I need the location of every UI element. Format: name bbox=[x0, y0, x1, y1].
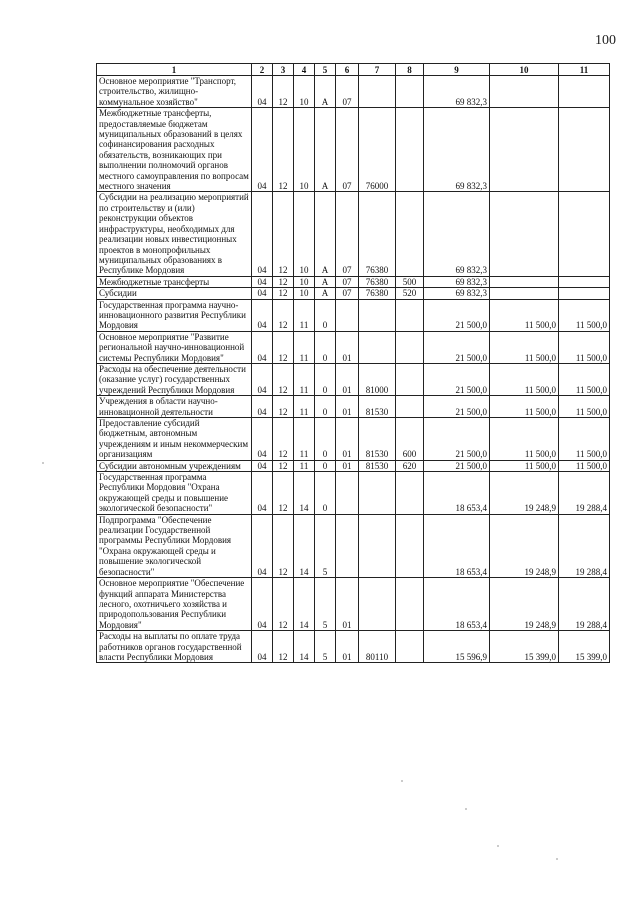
table-row bbox=[97, 192, 610, 276]
code-cell bbox=[396, 472, 424, 515]
row-name-cell: Субсидии автономным учреждениям bbox=[97, 460, 252, 471]
code-cell: 04 bbox=[252, 276, 273, 287]
code-cell: 12 bbox=[273, 578, 294, 631]
amount-cell bbox=[490, 108, 559, 192]
code-cell bbox=[396, 363, 424, 395]
code-cell: 76380 bbox=[359, 288, 396, 299]
code-cell: 04 bbox=[252, 514, 273, 577]
row-name-cell: Основное мероприятие "Развитие региональной научно-инновационной системы Республики Мордовия" bbox=[97, 331, 252, 363]
column-header: 8 bbox=[396, 64, 424, 76]
row-name-cell: Учреждения в области научно-инновационной деятельности bbox=[97, 396, 252, 418]
table-row bbox=[97, 631, 610, 663]
code-cell: 0 bbox=[315, 299, 336, 331]
code-cell: А bbox=[315, 288, 336, 299]
amount-cell: 15 596,9 bbox=[424, 631, 490, 663]
code-cell: 81000 bbox=[359, 363, 396, 395]
code-cell bbox=[359, 76, 396, 108]
code-cell: 01 bbox=[336, 331, 359, 363]
column-header: 4 bbox=[294, 64, 315, 76]
amount-cell bbox=[559, 276, 610, 287]
column-header: 11 bbox=[559, 64, 610, 76]
code-cell: 620 bbox=[396, 460, 424, 471]
amount-cell: 11 500,0 bbox=[559, 363, 610, 395]
amount-cell: 11 500,0 bbox=[490, 396, 559, 418]
code-cell: 04 bbox=[252, 418, 273, 461]
code-cell: 01 bbox=[336, 631, 359, 663]
code-cell: 0 bbox=[315, 418, 336, 461]
column-header: 7 bbox=[359, 64, 396, 76]
code-cell: 12 bbox=[273, 418, 294, 461]
amount-cell bbox=[559, 288, 610, 299]
code-cell: 81530 bbox=[359, 396, 396, 418]
table-row bbox=[97, 276, 610, 287]
amount-cell: 69 832,3 bbox=[424, 276, 490, 287]
amount-cell: 11 500,0 bbox=[490, 299, 559, 331]
code-cell bbox=[359, 331, 396, 363]
code-cell bbox=[336, 299, 359, 331]
code-cell bbox=[396, 76, 424, 108]
code-cell: 11 bbox=[294, 299, 315, 331]
amount-cell: 69 832,3 bbox=[424, 288, 490, 299]
amount-cell: 18 653,4 bbox=[424, 514, 490, 577]
amount-cell bbox=[559, 108, 610, 192]
code-cell: 04 bbox=[252, 192, 273, 276]
code-cell: 10 bbox=[294, 108, 315, 192]
code-cell: 81530 bbox=[359, 460, 396, 471]
scan-speck bbox=[42, 462, 44, 464]
column-header: 10 bbox=[490, 64, 559, 76]
code-cell bbox=[359, 299, 396, 331]
code-cell: 76380 bbox=[359, 192, 396, 276]
code-cell: 04 bbox=[252, 578, 273, 631]
code-cell: 12 bbox=[273, 192, 294, 276]
code-cell: 14 bbox=[294, 631, 315, 663]
row-name-cell: Субсидии на реализацию мероприятий по строительству и (или) реконструкции объектов инфраструктуры, необходимых для реализации новых инвестиционных проектов в монопрофильных муниципальных образованиях в Республике Мордовия bbox=[97, 192, 252, 276]
code-cell bbox=[396, 514, 424, 577]
code-cell: 10 bbox=[294, 276, 315, 287]
row-name-cell: Основное мероприятие "Транспорт, строительство, жилищно-коммунальное хозяйство" bbox=[97, 76, 252, 108]
amount-cell: 11 500,0 bbox=[559, 299, 610, 331]
code-cell bbox=[396, 108, 424, 192]
amount-cell: 18 653,4 bbox=[424, 472, 490, 515]
amount-cell bbox=[559, 192, 610, 276]
code-cell: 0 bbox=[315, 396, 336, 418]
code-cell bbox=[396, 396, 424, 418]
code-cell: 04 bbox=[252, 76, 273, 108]
code-cell: 14 bbox=[294, 578, 315, 631]
amount-cell: 11 500,0 bbox=[490, 418, 559, 461]
code-cell: 12 bbox=[273, 276, 294, 287]
code-cell: 5 bbox=[315, 514, 336, 577]
table-row bbox=[97, 331, 610, 363]
row-name-cell: Государственная программа Республики Мордовия "Охрана окружающей среды и повышение экологической безопасности" bbox=[97, 472, 252, 515]
table-header-row bbox=[97, 64, 610, 76]
code-cell: 12 bbox=[273, 288, 294, 299]
code-cell: 04 bbox=[252, 396, 273, 418]
code-cell: 5 bbox=[315, 578, 336, 631]
amount-cell: 11 500,0 bbox=[490, 460, 559, 471]
scan-speck bbox=[401, 780, 403, 782]
amount-cell: 19 248,9 bbox=[490, 578, 559, 631]
amount-cell bbox=[559, 76, 610, 108]
code-cell: 04 bbox=[252, 331, 273, 363]
code-cell bbox=[336, 514, 359, 577]
code-cell bbox=[359, 578, 396, 631]
code-cell: 81530 bbox=[359, 418, 396, 461]
code-cell: 14 bbox=[294, 514, 315, 577]
code-cell: 80110 bbox=[359, 631, 396, 663]
table-row bbox=[97, 288, 610, 299]
code-cell: 12 bbox=[273, 631, 294, 663]
table-body bbox=[97, 76, 610, 663]
table-row bbox=[97, 418, 610, 461]
amount-cell: 19 288,4 bbox=[559, 578, 610, 631]
code-cell: 12 bbox=[273, 460, 294, 471]
code-cell: 0 bbox=[315, 472, 336, 515]
table-row bbox=[97, 108, 610, 192]
code-cell bbox=[336, 472, 359, 515]
code-cell bbox=[396, 578, 424, 631]
code-cell: 12 bbox=[273, 331, 294, 363]
code-cell: 04 bbox=[252, 299, 273, 331]
code-cell: 04 bbox=[252, 108, 273, 192]
code-cell: 01 bbox=[336, 418, 359, 461]
code-cell: 10 bbox=[294, 192, 315, 276]
code-cell: 0 bbox=[315, 460, 336, 471]
code-cell: 01 bbox=[336, 578, 359, 631]
code-cell: 10 bbox=[294, 288, 315, 299]
row-name-cell: Предоставление субсидий бюджетным, автономным учреждениям и иным некоммерческим организациям bbox=[97, 418, 252, 461]
code-cell: 04 bbox=[252, 363, 273, 395]
column-header: 1 bbox=[97, 64, 252, 76]
code-cell: 12 bbox=[273, 299, 294, 331]
code-cell: 11 bbox=[294, 331, 315, 363]
code-cell: 07 bbox=[336, 192, 359, 276]
row-name-cell: Межбюджетные трансферты bbox=[97, 276, 252, 287]
column-header: 2 bbox=[252, 64, 273, 76]
scan-speck bbox=[556, 858, 558, 860]
code-cell: 01 bbox=[336, 396, 359, 418]
code-cell: 04 bbox=[252, 631, 273, 663]
code-cell: 12 bbox=[273, 76, 294, 108]
amount-cell: 15 399,0 bbox=[490, 631, 559, 663]
amount-cell: 21 500,0 bbox=[424, 460, 490, 471]
code-cell: 0 bbox=[315, 331, 336, 363]
column-header: 5 bbox=[315, 64, 336, 76]
code-cell: 0 bbox=[315, 363, 336, 395]
amount-cell: 21 500,0 bbox=[424, 331, 490, 363]
amount-cell: 11 500,0 bbox=[490, 331, 559, 363]
code-cell: 07 bbox=[336, 276, 359, 287]
page-number: 100 bbox=[595, 33, 616, 48]
code-cell: 12 bbox=[273, 363, 294, 395]
amount-cell: 18 653,4 bbox=[424, 578, 490, 631]
code-cell: 500 bbox=[396, 276, 424, 287]
code-cell: А bbox=[315, 108, 336, 192]
code-cell: 12 bbox=[273, 108, 294, 192]
table-row bbox=[97, 396, 610, 418]
amount-cell: 69 832,3 bbox=[424, 76, 490, 108]
code-cell: 12 bbox=[273, 514, 294, 577]
code-cell: 600 bbox=[396, 418, 424, 461]
code-cell: 07 bbox=[336, 76, 359, 108]
scan-speck bbox=[465, 808, 467, 810]
code-cell: 11 bbox=[294, 396, 315, 418]
code-cell bbox=[396, 631, 424, 663]
code-cell: 01 bbox=[336, 460, 359, 471]
column-header: 9 bbox=[424, 64, 490, 76]
code-cell: 12 bbox=[273, 472, 294, 515]
table-row bbox=[97, 363, 610, 395]
amount-cell bbox=[490, 276, 559, 287]
code-cell: 10 bbox=[294, 76, 315, 108]
code-cell: 04 bbox=[252, 472, 273, 515]
code-cell: 76380 bbox=[359, 276, 396, 287]
budget-table bbox=[96, 63, 610, 663]
amount-cell bbox=[490, 288, 559, 299]
code-cell bbox=[359, 514, 396, 577]
code-cell: 5 bbox=[315, 631, 336, 663]
code-cell: 01 bbox=[336, 363, 359, 395]
amount-cell: 15 399,0 bbox=[559, 631, 610, 663]
code-cell: 11 bbox=[294, 460, 315, 471]
code-cell bbox=[396, 331, 424, 363]
table-row bbox=[97, 76, 610, 108]
scan-speck bbox=[497, 845, 499, 847]
amount-cell: 11 500,0 bbox=[559, 331, 610, 363]
code-cell: 14 bbox=[294, 472, 315, 515]
row-name-cell: Подпрограмма "Обеспечение реализации Государственной программы Республики Мордовия "Охрана окружающей среды и повышение экологической безопасности" bbox=[97, 514, 252, 577]
amount-cell bbox=[490, 192, 559, 276]
code-cell bbox=[359, 472, 396, 515]
amount-cell: 11 500,0 bbox=[559, 460, 610, 471]
amount-cell: 11 500,0 bbox=[490, 363, 559, 395]
amount-cell: 69 832,3 bbox=[424, 192, 490, 276]
code-cell bbox=[396, 192, 424, 276]
amount-cell: 19 288,4 bbox=[559, 472, 610, 515]
code-cell: 11 bbox=[294, 363, 315, 395]
code-cell bbox=[396, 299, 424, 331]
amount-cell: 19 248,9 bbox=[490, 472, 559, 515]
code-cell: 07 bbox=[336, 288, 359, 299]
amount-cell: 21 500,0 bbox=[424, 299, 490, 331]
table-row bbox=[97, 460, 610, 471]
table-row bbox=[97, 514, 610, 577]
row-name-cell: Субсидии bbox=[97, 288, 252, 299]
code-cell: 520 bbox=[396, 288, 424, 299]
row-name-cell: Межбюджетные трансферты, предоставляемые бюджетам муниципальных образований в целях софинансирования расходных обязательств, возникающих при выполнении полномочий органов местного самоуправления по вопросам местного значения bbox=[97, 108, 252, 192]
code-cell: 76000 bbox=[359, 108, 396, 192]
amount-cell: 21 500,0 bbox=[424, 396, 490, 418]
amount-cell: 11 500,0 bbox=[559, 396, 610, 418]
code-cell: 07 bbox=[336, 108, 359, 192]
row-name-cell: Основное мероприятие "Обеспечение функций аппарата Министерства лесного, охотничьего хозяйства и природопользования Республики Мордовия" bbox=[97, 578, 252, 631]
row-name-cell: Расходы на обеспечение деятельности (оказание услуг) государственных учреждений Республики Мордовия bbox=[97, 363, 252, 395]
amount-cell: 19 288,4 bbox=[559, 514, 610, 577]
column-header: 3 bbox=[273, 64, 294, 76]
amount-cell: 69 832,3 bbox=[424, 108, 490, 192]
code-cell: 11 bbox=[294, 418, 315, 461]
code-cell: А bbox=[315, 76, 336, 108]
amount-cell: 21 500,0 bbox=[424, 363, 490, 395]
code-cell: 12 bbox=[273, 396, 294, 418]
amount-cell: 19 248,9 bbox=[490, 514, 559, 577]
table-row bbox=[97, 299, 610, 331]
code-cell: А bbox=[315, 276, 336, 287]
table-row bbox=[97, 472, 610, 515]
code-cell: 04 bbox=[252, 288, 273, 299]
code-cell: 04 bbox=[252, 460, 273, 471]
column-header: 6 bbox=[336, 64, 359, 76]
code-cell: А bbox=[315, 192, 336, 276]
table-row bbox=[97, 578, 610, 631]
amount-cell bbox=[490, 76, 559, 108]
row-name-cell: Государственная программа научно-инновационного развития Республики Мордовия bbox=[97, 299, 252, 331]
amount-cell: 21 500,0 bbox=[424, 418, 490, 461]
row-name-cell: Расходы на выплаты по оплате труда работников органов государственной власти Республики Мордовия bbox=[97, 631, 252, 663]
amount-cell: 11 500,0 bbox=[559, 418, 610, 461]
